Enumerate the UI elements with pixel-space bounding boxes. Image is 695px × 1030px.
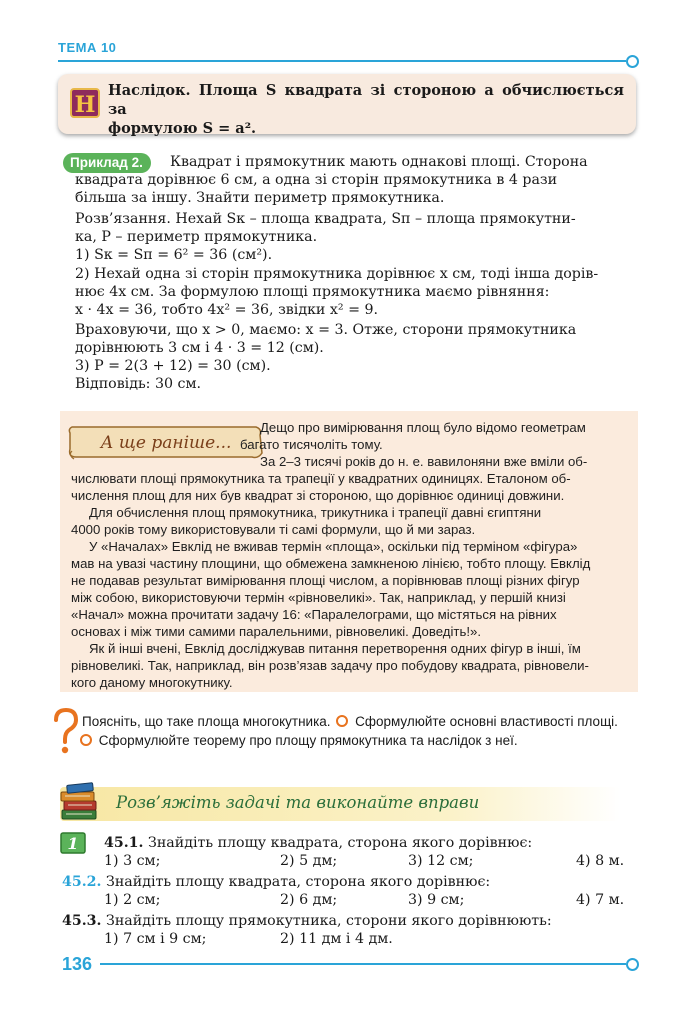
history-line: За 2–3 тисячі років до н. е. вавилоняни вже вміли об- [260,454,588,469]
history-line: основах і між тими самими паралельними, рівновеликі. Доведіть!». [71,624,481,639]
history-line: Як й інші вчені, Евклід досліджував питання перетворення одних фігур в інші, їм [89,641,581,656]
example-line: більша за іншу. Знайти периметр прямокутника. [75,190,445,206]
history-line: не подавав результат вимірювання площі числом, а порівнював площі різних фігур [71,573,580,588]
tasks-section-title: Розв’яжіть задачі та виконайте вправи [116,793,480,812]
history-line: числення площ для них був квадрат зі стороною, що дорівнює одиниці довжини. [71,488,565,503]
svg-text:А ще раніше...: А ще раніше... [100,433,232,453]
question-3: Сформулюйте теорему про площу прямокутника та наслідок з неї. [98,733,518,748]
task-number: 45.1. [104,835,144,851]
footer-rule [100,963,626,965]
example-answer: Відповідь: 30 см. [75,376,202,392]
header-rule [58,60,626,62]
question-mark-icon [52,708,78,756]
bullet-ring-icon [336,715,348,727]
history-line: Для обчислення площ прямокутника, трикутника і трапеції давні єгиптяни [89,505,542,520]
task-text: Знайдіть площу квадрата, сторона якого дорівнює: [148,835,533,851]
history-line: «Начал» можна прочитати задачу 16: «Паралелограми, що містяться на рівних [71,607,557,622]
example-line: Враховуючи, що x > 0, маємо: x = 3. Отже, сторони прямокутника [75,322,577,338]
example-line: ка, P – периметр прямокутника. [75,229,318,245]
example-line: 3) P = 2(3 + 12) = 30 (см). [75,358,271,374]
task-answer: 1) 7 см і 9 см; [104,931,207,947]
task-answer: 3) 12 см; [408,853,474,869]
example-line: нює 4x см. За формулою площі прямокутника маємо рівняння: [75,284,550,300]
task-answer: 4) 7 м. [576,892,625,908]
task-number: 45.3. [62,913,102,929]
history-line: Дещо про вимірювання площ було відомо геометрам [260,420,586,435]
task-45-3 [62,912,552,930]
questions-line-1 [82,713,618,731]
example-line: Квадрат і прямокутник мають однакові площі. Сторона [170,154,588,170]
corollary-badge-icon [69,87,101,119]
task-answer: 1) 3 см; [104,853,161,869]
history-line: У «Началах» Евклід не вживав термін «площа», оскільки під терміном «фігура» [89,539,578,554]
history-line: між собою, використовуючи термін «рівновеликі». Так, наприклад, у першій книзі [71,590,566,605]
task-text: Знайдіть площу квадрата, сторона якого дорівнює: [106,874,491,890]
bullet-ring-icon [80,734,92,746]
svg-text:Н: Н [74,92,96,118]
history-line: мав на увазі частину площини, що обмежена замкненою лінією, тобто площу. Евклід [71,556,591,571]
footer-rule-end [626,958,639,971]
example-line: дорівнюють 3 см і 4 · 3 = 12 (см). [75,340,324,356]
corollary-line-1: Наслідок. Площа S квадрата зі стороною a обчислюється за [108,82,624,118]
task-answer: 1) 2 см; [104,892,161,908]
task-number: 45.2. [62,874,102,890]
history-line: числювати площі прямокутника та трапеції у квадратних одиницях. Еталоном об- [71,471,571,486]
questions-line-2 [78,732,518,750]
corollary-line-2: формулою S = a². [108,120,257,137]
question-2: Сформулюйте основні властивості площі. [355,714,618,729]
example-line: x · 4x = 36, тобто 4x² = 36, звідки x² = 9. [75,302,379,318]
books-icon [58,780,102,824]
page-number: 136 [62,954,93,974]
level-1-badge-icon [60,832,86,854]
task-answer: 4) 8 м. [576,853,625,869]
task-45-1 [104,834,532,852]
topic-label: ТЕМА 10 [58,40,117,55]
question-1: Поясніть, що таке площа многокутника. [82,714,331,729]
header-rule-end [626,55,639,68]
history-line: кого даному многокутнику. [71,675,233,690]
example-line: квадрата дорівнює 6 см, а одна зі сторін прямокутника в 4 рази [75,172,558,188]
history-line: 4000 років тому використовували ті самі формули, що й ми зараз. [71,522,476,537]
task-answer: 3) 9 см; [408,892,465,908]
task-answer: 2) 11 дм і 4 дм. [280,931,393,947]
example-line: 2) Нехай одна зі сторін прямокутника дорівнює x см, тоді інша дорів- [75,266,599,282]
example-line: Розв’язання. Нехай Sк – площа квадрата, Sп – площа прямокутни- [75,211,576,227]
corollary-text [108,81,624,138]
task-text: Знайдіть площу прямокутника, сторони якого дорівнюють: [106,913,552,929]
example-badge: Приклад 2. [63,153,151,173]
task-answer: 2) 5 дм; [280,853,338,869]
history-banner-icon [66,423,266,461]
svg-text:1: 1 [67,834,79,853]
history-line: рівновеликі. Так, наприклад, він розв’язав задачу про побудову квадрата, рівновели- [71,658,589,673]
example-line: 1) Sк = Sп = 6² = 36 (см²). [75,247,273,263]
task-answer: 2) 6 дм; [280,892,338,908]
history-line: багато тисячоліть тому. [240,437,383,452]
task-45-2 [62,873,490,891]
